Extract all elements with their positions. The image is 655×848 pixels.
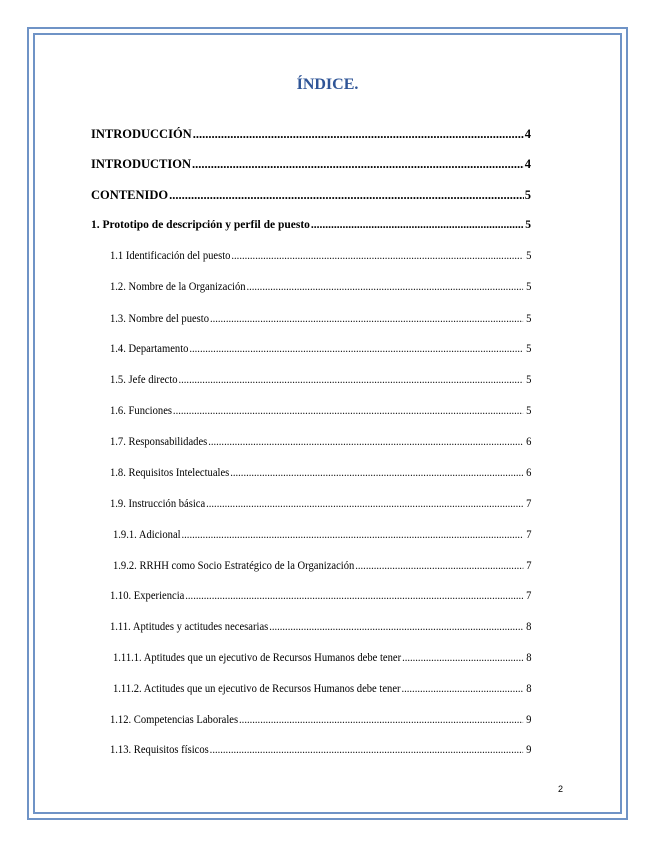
toc-entry-1-9-1[interactable] — [113, 527, 532, 543]
toc-entry-page: 9 — [526, 744, 532, 756]
toc-leader — [402, 650, 523, 666]
toc-entry-page: 8 — [526, 652, 532, 664]
toc-entry-page: 4 — [524, 127, 531, 141]
page-number: 2 — [558, 784, 564, 794]
toc-entry-label: CONTENIDO — [91, 188, 169, 202]
toc-entry-page: 5 — [526, 281, 532, 293]
toc-entry-1-7[interactable] — [110, 434, 531, 450]
toc-entry-page: 5 — [525, 219, 531, 231]
toc-leader — [231, 248, 523, 264]
toc-leader — [355, 558, 523, 574]
toc-entry-page: 8 — [526, 621, 532, 633]
toc-entry-1-6[interactable] — [110, 403, 531, 419]
toc-entry-label: 1.9. Instrucción básica — [110, 498, 206, 510]
toc-entry-label: 1.7. Responsabilidades — [110, 436, 208, 448]
toc-entry-label: 1.2. Nombre de la Organización — [110, 281, 246, 293]
toc-entry-label: 1.12. Competencias Laborales — [110, 714, 239, 726]
toc-entry-label: 1.13. Requisitos físicos — [110, 744, 209, 756]
toc-leader — [210, 742, 524, 758]
toc-leader — [206, 496, 523, 512]
toc-entry-label: 1.11.2. Actitudes que un ejecutivo de Recursos Humanos debe tener — [113, 683, 401, 695]
toc-entry-page: 7 — [526, 590, 532, 602]
toc-entry-label: 1.11. Aptitudes y actitudes necesarias — [110, 621, 269, 633]
toc-entry-1-11-1[interactable] — [113, 650, 532, 666]
toc-title: ÍNDICE. — [296, 76, 359, 93]
toc-entry-page: 6 — [526, 467, 532, 479]
toc-entry-label: 1.1 Identificación del puesto — [110, 250, 231, 262]
toc-leader — [401, 681, 523, 697]
toc-entry-page: 4 — [524, 157, 531, 171]
toc-entry-prototipo[interactable] — [91, 217, 531, 233]
toc-entry-1-11-2[interactable] — [113, 681, 532, 697]
toc-leader — [208, 434, 523, 450]
toc-entry-1-12[interactable] — [110, 712, 531, 728]
toc-entry-page: 8 — [526, 683, 532, 695]
toc-entry-1-3[interactable] — [110, 311, 531, 327]
toc-entry-1-13[interactable] — [110, 742, 531, 758]
toc-entry-1-1[interactable] — [110, 248, 531, 264]
toc-entry-label: INTRODUCTION — [91, 157, 192, 171]
toc-leader — [185, 588, 523, 604]
toc-leader — [192, 156, 524, 172]
toc-entry-label: 1.9.1. Adicional — [113, 529, 181, 541]
toc-entry-label: 1.6. Funciones — [110, 405, 173, 417]
toc-entry-1-11[interactable] — [110, 619, 531, 635]
toc-entry-label: INTRODUCCIÓN — [91, 127, 192, 141]
toc-leader — [269, 619, 523, 635]
toc-leader — [182, 527, 524, 543]
toc-entry-page: 5 — [526, 313, 532, 325]
toc-entry-1-4[interactable] — [110, 341, 531, 357]
toc-entry-page: 5 — [526, 374, 532, 386]
toc-entry-page: 7 — [526, 498, 532, 510]
toc-leader — [246, 279, 523, 295]
toc-entry-page: 5 — [526, 405, 532, 417]
toc-leader — [210, 311, 523, 327]
toc-leader — [173, 403, 523, 419]
toc-entry-1-9-2[interactable] — [113, 558, 532, 574]
toc-entry-label: 1.4. Departamento — [110, 343, 189, 355]
toc-entry-page: 5 — [524, 188, 531, 202]
toc-entry-1-8[interactable] — [110, 465, 531, 481]
toc-entry-label: 1.8. Requisitos Intelectuales — [110, 467, 230, 479]
toc-leader — [230, 465, 523, 481]
toc-leader — [169, 187, 524, 203]
toc-entry-1-2[interactable] — [110, 279, 531, 295]
toc-leader — [189, 341, 523, 357]
toc-entry-introduccion[interactable] — [91, 126, 531, 142]
toc-entry-label: 1.10. Experiencia — [110, 590, 185, 602]
toc-entry-label: 1.3. Nombre del puesto — [110, 313, 210, 325]
toc-entry-introduction[interactable] — [91, 156, 531, 172]
toc-entry-contenido[interactable] — [91, 187, 531, 203]
toc-entry-label: 1.11.1. Aptitudes que un ejecutivo de Recursos Humanos debe tener — [113, 652, 402, 664]
toc-leader — [311, 217, 524, 233]
toc-leader — [239, 712, 523, 728]
toc-entry-page: 9 — [526, 714, 532, 726]
toc-leader — [178, 372, 523, 388]
toc-entry-page: 7 — [526, 560, 532, 572]
toc-entry-page: 5 — [526, 343, 532, 355]
toc-entry-1-9[interactable] — [110, 496, 531, 512]
toc-entry-label: 1.9.2. RRHH como Socio Estratégico de la Organización — [113, 560, 355, 572]
toc-entry-label: 1. Prototipo de descripción y perfil de puesto — [91, 219, 310, 231]
toc-entry-1-10[interactable] — [110, 588, 531, 604]
toc-entry-label: 1.5. Jefe directo — [110, 374, 178, 386]
toc-leader — [193, 126, 524, 142]
toc-entry-page: 7 — [526, 529, 532, 541]
toc-entry-page: 6 — [526, 436, 532, 448]
toc-entry-page: 5 — [526, 250, 532, 262]
toc-entry-1-5[interactable] — [110, 372, 531, 388]
